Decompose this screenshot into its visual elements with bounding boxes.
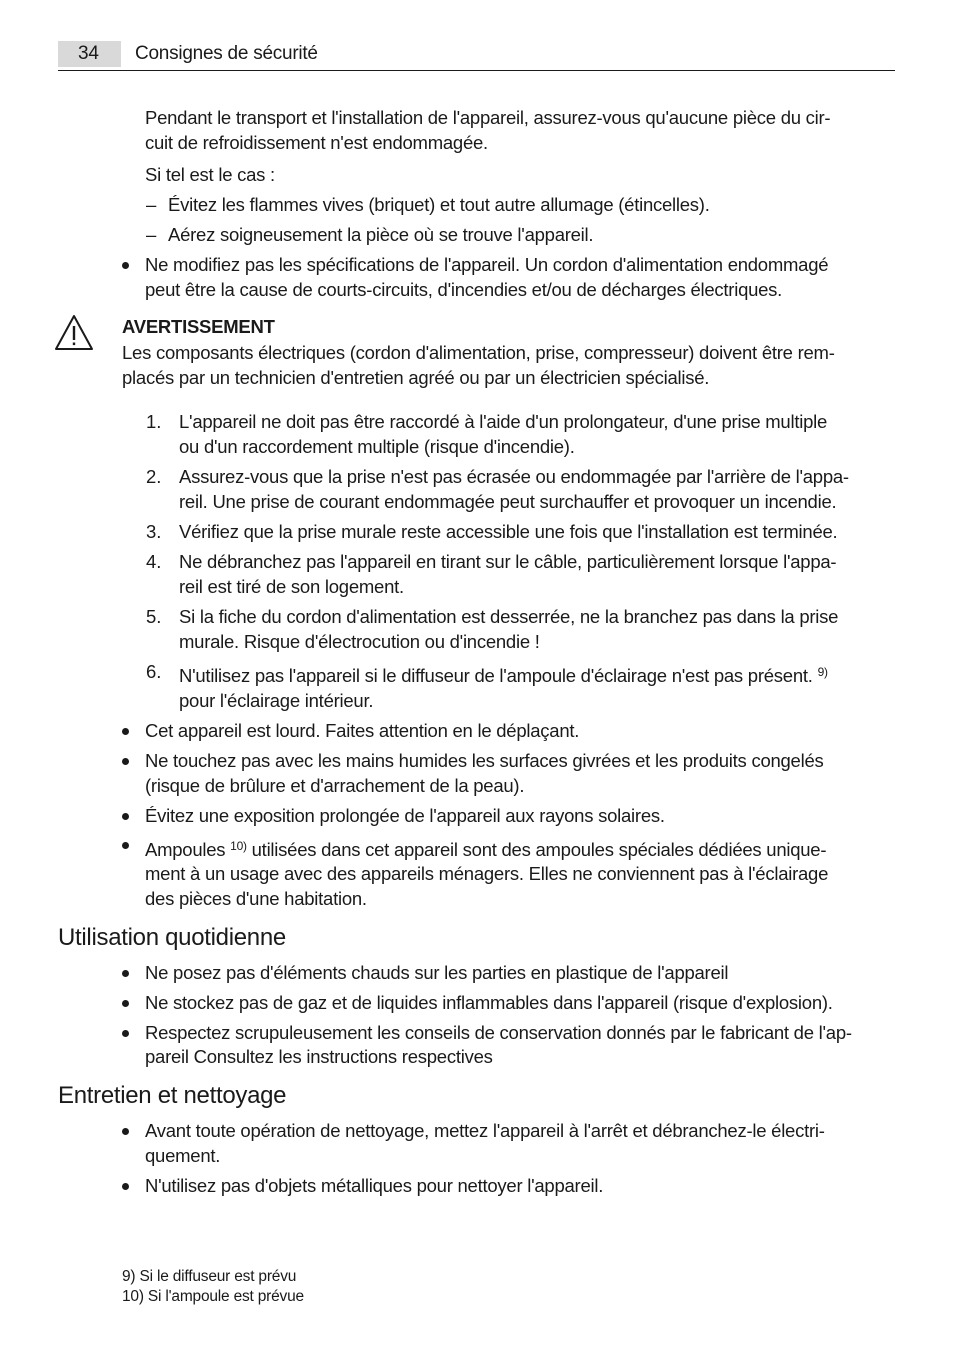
numbered-1-line2: ou d'un raccordement multiple (risque d'incendie). (179, 436, 575, 457)
bullet-modify-line1: Ne modifiez pas les spécifications de l'appareil. Un cordon d'alimentation endommagé (145, 254, 829, 275)
bullet-dot (122, 842, 129, 849)
list-number: 6. (146, 661, 162, 682)
numbered-4-line1: Ne débranchez pas l'appareil en tirant sur le câble, particulièrement lorsque l'appa- (179, 551, 837, 572)
numbered-5-line2: murale. Risque d'électrocution ou d'incendie ! (179, 631, 540, 652)
intro-para1-line1: Pendant le transport et l'installation de l'appareil, assurez-vous qu'aucune pièce du cir- (145, 107, 831, 128)
numbered-5-line1: Si la fiche du cordon d'alimentation est desserrée, ne la branchez pas dans la prise (179, 606, 839, 627)
daily-item-3-line2: pareil Consultez les instructions respectives (145, 1046, 493, 1067)
dash-item-1: Évitez les flammes vives (briquet) et tout autre allumage (étincelles). (168, 194, 710, 215)
cleaning-item-1-line1: Avant toute opération de nettoyage, mettez l'appareil à l'arrêt et débranchez-le électri- (145, 1120, 825, 1141)
warning-title: AVERTISSEMENT (122, 316, 275, 337)
numbered-6-line1 (179, 664, 828, 688)
bullet-dot (122, 758, 129, 765)
numbered-2-line2: reil. Une prise de courant endommagée peut surchauffer et provoquer un incendie. (179, 491, 837, 512)
numbered-6-line2: pour l'éclairage intérieur. (179, 690, 374, 711)
ampoules-pre: Ampoules (145, 839, 226, 860)
cleaning-item-1-line2: quement. (145, 1145, 221, 1166)
page-number: 34 (78, 43, 99, 64)
numbered-3-line1: Vérifiez que la prise murale reste accessible une fois que l'installation est terminée. (179, 521, 838, 542)
dash-marker: – (146, 224, 157, 245)
ampoules-post: utilisées dans cet appareil sont des ampoules spéciales dédiées unique- (251, 839, 827, 860)
numbered-4-line2: reil est tiré de son logement. (179, 576, 404, 597)
list-number: 5. (146, 606, 162, 627)
bullet-dot (122, 813, 129, 820)
dash-marker: – (146, 194, 157, 215)
numbered-1-line1: L'appareil ne doit pas être raccordé à l'aide d'un prolongateur, d'une prise multiple (179, 411, 828, 432)
intro-para1-line2: cuit de refroidissement n'est endommagée. (145, 132, 488, 153)
cleaning-item-2: N'utilisez pas d'objets métalliques pour nettoyer l'appareil. (145, 1175, 604, 1196)
list-number: 3. (146, 521, 162, 542)
daily-item-3-line1: Respectez scrupuleusement les conseils de conservation donnés par le fabricant de l'ap- (145, 1022, 852, 1043)
footnote-10: 10) Si l'ampoule est prévue (122, 1288, 304, 1305)
bullet-wet-hands-line2: (risque de brûlure et d'arrachement de la peau). (145, 775, 525, 796)
list-number: 1. (146, 411, 162, 432)
bullet-dot (122, 728, 129, 735)
footnote-9: 9) Si le diffuseur est prévu (122, 1268, 297, 1285)
footnote-ref-9[interactable]: 9) (817, 665, 828, 679)
daily-item-2: Ne stockez pas de gaz et de liquides inflammables dans l'appareil (risque d'explosion). (145, 992, 833, 1013)
bullet-dot (122, 1000, 129, 1007)
section-heading-daily-use: Utilisation quotidienne (58, 924, 286, 951)
footnote-ref-10[interactable]: 10) (230, 839, 247, 853)
section-heading-cleaning: Entretien et nettoyage (58, 1082, 287, 1109)
list-number: 2. (146, 466, 162, 487)
warning-line2: placés par un technicien d'entretien agréé ou par un électricien spécialisé. (122, 367, 710, 388)
header-rule (58, 70, 895, 71)
bullet-heavy: Cet appareil est lourd. Faites attention en le déplaçant. (145, 720, 580, 741)
bullet-sun: Évitez une exposition prolongée de l'appareil aux rayons solaires. (145, 805, 665, 826)
numbered-2-line1: Assurez-vous que la prise n'est pas écrasée ou endommagée par l'arrière de l'appa- (179, 466, 849, 487)
bullet-wet-hands-line1: Ne touchez pas avec les mains humides les surfaces givrées et les produits congelés (145, 750, 824, 771)
list-number: 4. (146, 551, 162, 572)
bullet-dot (122, 1128, 129, 1135)
numbered-6-text: N'utilisez pas l'appareil si le diffuseur de l'ampoule d'éclairage n'est pas présent. (179, 665, 813, 686)
daily-item-1: Ne posez pas d'éléments chauds sur les parties en plastique de l'appareil (145, 962, 729, 983)
intro-para2: Si tel est le cas : (145, 164, 275, 185)
bullet-dot (122, 1183, 129, 1190)
bullet-ampoules-line2: ment à un usage avec des appareils ménagers. Elles ne conviennent pas à l'éclairage (145, 863, 829, 884)
running-header-title: Consignes de sécurité (135, 43, 318, 64)
bullet-modify-line2: peut être la cause de courts-circuits, d'incendies et/ou de décharges électriques. (145, 279, 783, 300)
bullet-dot (122, 262, 129, 269)
warning-triangle-icon (54, 314, 94, 352)
bullet-ampoules-line1 (145, 838, 826, 862)
warning-line1: Les composants électriques (cordon d'alimentation, prise, compresseur) doivent être rem- (122, 342, 835, 363)
bullet-dot (122, 970, 129, 977)
bullet-dot (122, 1030, 129, 1037)
dash-item-2: Aérez soigneusement la pièce où se trouve l'appareil. (168, 224, 594, 245)
bullet-ampoules-line3: des pièces d'une habitation. (145, 888, 367, 909)
